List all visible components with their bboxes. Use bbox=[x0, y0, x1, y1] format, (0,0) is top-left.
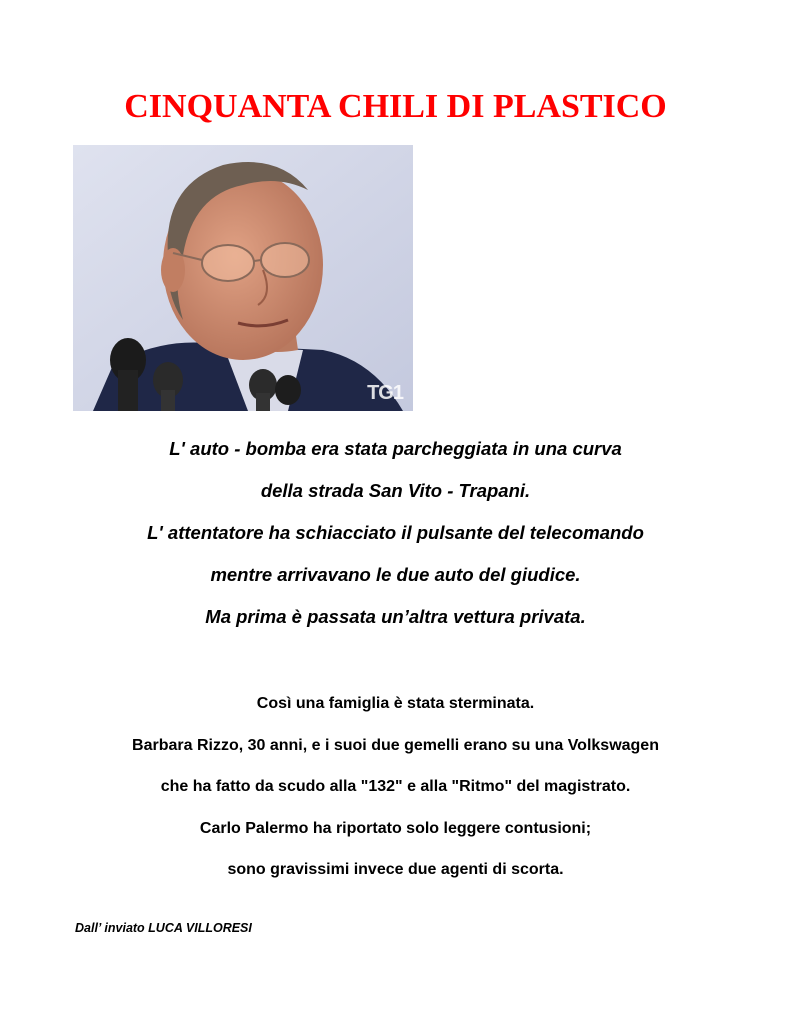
news-photo bbox=[73, 145, 413, 411]
lead-line: mentre arrivavano le due auto del giudice. bbox=[210, 564, 581, 585]
body-line: sono gravissimi invece due agenti di scorta. bbox=[227, 861, 564, 878]
lead-line: L' attentatore ha schiacciato il pulsante del telecomando bbox=[147, 522, 644, 543]
body-line: Carlo Palermo ha riportato solo leggere contusioni; bbox=[199, 819, 592, 837]
body-line: Così una famiglia è stata sterminata. bbox=[256, 695, 535, 712]
portrait-illustration bbox=[73, 145, 413, 411]
body-line: Barbara Rizzo, 30 anni, e i suoi due gemelli erano su una Volkswagen bbox=[132, 736, 659, 754]
byline: Dall’ inviato LUCA VILLORESI bbox=[75, 921, 252, 935]
broadcaster-logo: TG1 bbox=[367, 382, 403, 404]
lead-line: Ma prima è passata un’altra vettura privata. bbox=[205, 606, 586, 627]
body-line: che ha fatto da scudo alla "132" e alla "Ritmo" del magistrato. bbox=[160, 778, 631, 795]
page-title: CINQUANTA CHILI DI PLASTICO bbox=[124, 88, 667, 125]
body-paragraph bbox=[0, 683, 791, 891]
lead-paragraph bbox=[0, 428, 791, 638]
lead-line: L' auto - bomba era stata parcheggiata in una curva bbox=[169, 438, 622, 459]
lead-line: della strada San Vito - Trapani. bbox=[260, 480, 531, 501]
